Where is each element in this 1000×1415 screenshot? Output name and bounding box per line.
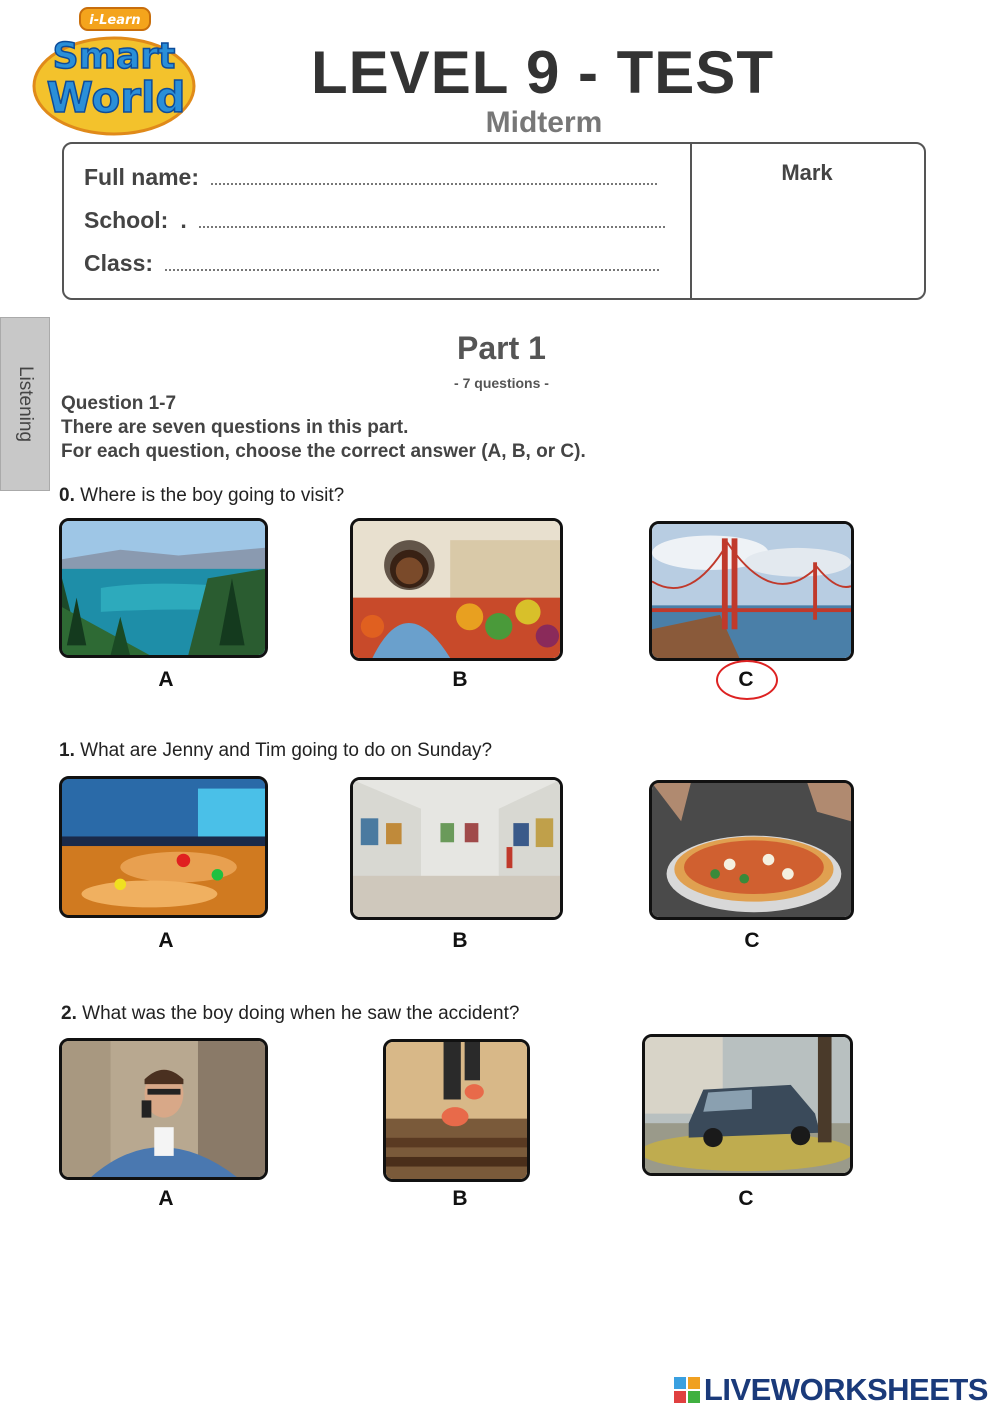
option-b-label[interactable]: B (452, 1187, 468, 1210)
student-info-box (62, 142, 926, 300)
question-text: Where is the boy going to visit? (80, 485, 345, 506)
option-a-label[interactable]: A (158, 668, 174, 691)
question-number: 2. (61, 1003, 77, 1024)
art-gallery-image[interactable] (350, 777, 563, 920)
school-input-line[interactable] (199, 226, 665, 228)
man-on-phone-image[interactable] (59, 1038, 268, 1180)
liveworksheets-icon (674, 1377, 700, 1403)
market-woman-image[interactable] (350, 518, 563, 661)
part-subtitle: - 7 questions - (454, 375, 549, 391)
question-0 (59, 485, 344, 507)
question-range: Question 1-7 (61, 393, 177, 414)
instruction-line-1: There are seven questions in this part. (61, 417, 409, 438)
question-2 (61, 1003, 519, 1025)
question-number: 0. (59, 485, 75, 506)
school-field (84, 207, 665, 234)
page-subtitle: Midterm (485, 106, 603, 139)
school-label: School: (84, 207, 169, 233)
svg-text:i-Learn: i-Learn (89, 13, 141, 28)
lake-forest-image[interactable] (59, 518, 268, 658)
liveworksheets-brand: LIVEWORKSHEETS (703, 1372, 988, 1407)
side-tab-label: Listening (15, 365, 36, 443)
option-b-label[interactable]: B (452, 668, 468, 691)
pizza-image[interactable] (649, 780, 854, 920)
option-c-label[interactable]: C (738, 668, 754, 691)
arcade-game-image[interactable] (59, 776, 268, 918)
question-text: What was the boy doing when he saw the accident? (82, 1003, 520, 1024)
option-b-label[interactable]: B (452, 929, 468, 952)
class-label: Class: (84, 250, 154, 276)
golden-gate-bridge-image[interactable] (649, 521, 854, 661)
svg-text:World: World (46, 73, 186, 122)
instruction-line-2: For each question, choose the correct answer (A, B, or C). (61, 441, 586, 462)
full-name-field (84, 164, 657, 191)
full-name-label: Full name: (84, 164, 200, 190)
school-prefix: . (180, 207, 187, 233)
crashed-car-image[interactable] (642, 1034, 853, 1176)
question-1 (59, 740, 492, 762)
selected-answer-circle (716, 660, 778, 700)
option-c-label[interactable]: C (738, 1187, 754, 1210)
class-input-line[interactable] (165, 269, 659, 271)
svg-text:Smart: Smart (52, 36, 176, 77)
option-a-label[interactable]: A (158, 929, 174, 952)
page-title: LEVEL 9 - TEST (311, 39, 774, 106)
mark-label: Mark (781, 160, 833, 185)
part-title: Part 1 (457, 330, 546, 366)
running-feet-image[interactable] (383, 1039, 530, 1182)
question-number: 1. (59, 740, 75, 761)
liveworksheets-footer (674, 1372, 988, 1408)
question-text: What are Jenny and Tim going to do on Sunday? (80, 740, 493, 761)
option-c-label[interactable]: C (744, 929, 760, 952)
option-a-label[interactable]: A (158, 1187, 174, 1210)
full-name-input-line[interactable] (211, 183, 657, 185)
class-field (84, 250, 659, 277)
